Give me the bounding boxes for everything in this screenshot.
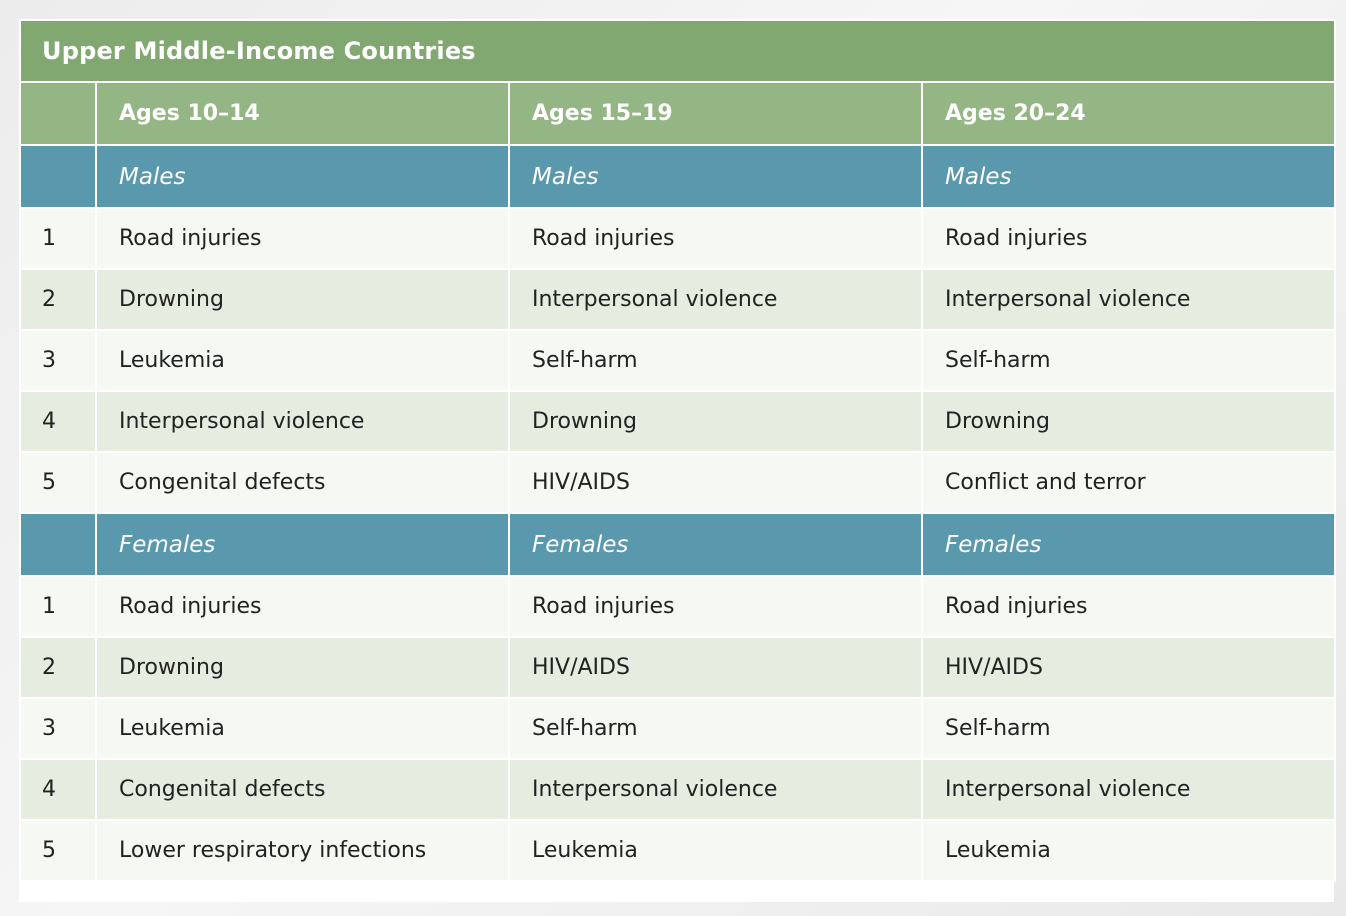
- section-rank-cell: [20, 513, 96, 576]
- causes-of-death-table-container: [19, 19, 1334, 902]
- section-label: Females: [96, 513, 509, 576]
- cause-cell: Drowning: [96, 637, 509, 698]
- cause-cell: Interpersonal violence: [922, 269, 1335, 330]
- cause-cell: HIV/AIDS: [922, 637, 1335, 698]
- cause-cell: Road injuries: [509, 208, 922, 269]
- table-row: [20, 452, 1335, 513]
- cause-cell: Road injuries: [96, 576, 509, 637]
- rank-cell: 3: [20, 698, 96, 759]
- table-row: [20, 637, 1335, 698]
- cause-cell: Interpersonal violence: [509, 269, 922, 330]
- table-row: [20, 330, 1335, 391]
- section-label: Females: [922, 513, 1335, 576]
- section-label: Males: [96, 145, 509, 208]
- cause-cell: Drowning: [96, 269, 509, 330]
- rank-cell: 4: [20, 759, 96, 820]
- cause-cell: Interpersonal violence: [509, 759, 922, 820]
- rank-cell: 4: [20, 391, 96, 452]
- rank-cell: 1: [20, 576, 96, 637]
- age-header-15-19: Ages 15–19: [509, 82, 922, 145]
- cause-cell: HIV/AIDS: [509, 452, 922, 513]
- age-group-header-row: [20, 82, 1335, 145]
- table-row: [20, 698, 1335, 759]
- cause-cell: Self-harm: [922, 698, 1335, 759]
- table-title-row: [20, 20, 1335, 82]
- cause-cell: Interpersonal violence: [96, 391, 509, 452]
- cause-cell: Road injuries: [922, 576, 1335, 637]
- rank-header-cell: [20, 82, 96, 145]
- cause-cell: Road injuries: [96, 208, 509, 269]
- cause-cell: Drowning: [922, 391, 1335, 452]
- cause-cell: Leukemia: [922, 820, 1335, 881]
- table-row: [20, 391, 1335, 452]
- cause-cell: Road injuries: [922, 208, 1335, 269]
- cause-cell: Conflict and terror: [922, 452, 1335, 513]
- rank-cell: 2: [20, 637, 96, 698]
- cause-cell: Leukemia: [509, 820, 922, 881]
- table-row: [20, 576, 1335, 637]
- cause-cell: Interpersonal violence: [922, 759, 1335, 820]
- cause-cell: Congenital defects: [96, 452, 509, 513]
- cause-cell: Leukemia: [96, 698, 509, 759]
- section-header-males: [20, 145, 1335, 208]
- causes-of-death-table: [19, 19, 1336, 882]
- rank-cell: 5: [20, 452, 96, 513]
- age-header-20-24: Ages 20–24: [922, 82, 1335, 145]
- cause-cell: Drowning: [509, 391, 922, 452]
- cause-cell: Self-harm: [509, 330, 922, 391]
- rank-cell: 1: [20, 208, 96, 269]
- table-row: [20, 208, 1335, 269]
- age-header-10-14: Ages 10–14: [96, 82, 509, 145]
- cause-cell: Lower respiratory infections: [96, 820, 509, 881]
- section-header-females: [20, 513, 1335, 576]
- table-row: [20, 269, 1335, 330]
- section-label: Males: [922, 145, 1335, 208]
- cause-cell: Congenital defects: [96, 759, 509, 820]
- table-title: Upper Middle-Income Countries: [20, 20, 1335, 82]
- cause-cell: HIV/AIDS: [509, 637, 922, 698]
- table-row: [20, 820, 1335, 881]
- section-label: Males: [509, 145, 922, 208]
- cause-cell: Road injuries: [509, 576, 922, 637]
- table-row: [20, 759, 1335, 820]
- cause-cell: Leukemia: [96, 330, 509, 391]
- rank-cell: 2: [20, 269, 96, 330]
- section-rank-cell: [20, 145, 96, 208]
- rank-cell: 3: [20, 330, 96, 391]
- section-label: Females: [509, 513, 922, 576]
- rank-cell: 5: [20, 820, 96, 881]
- cause-cell: Self-harm: [922, 330, 1335, 391]
- cause-cell: Self-harm: [509, 698, 922, 759]
